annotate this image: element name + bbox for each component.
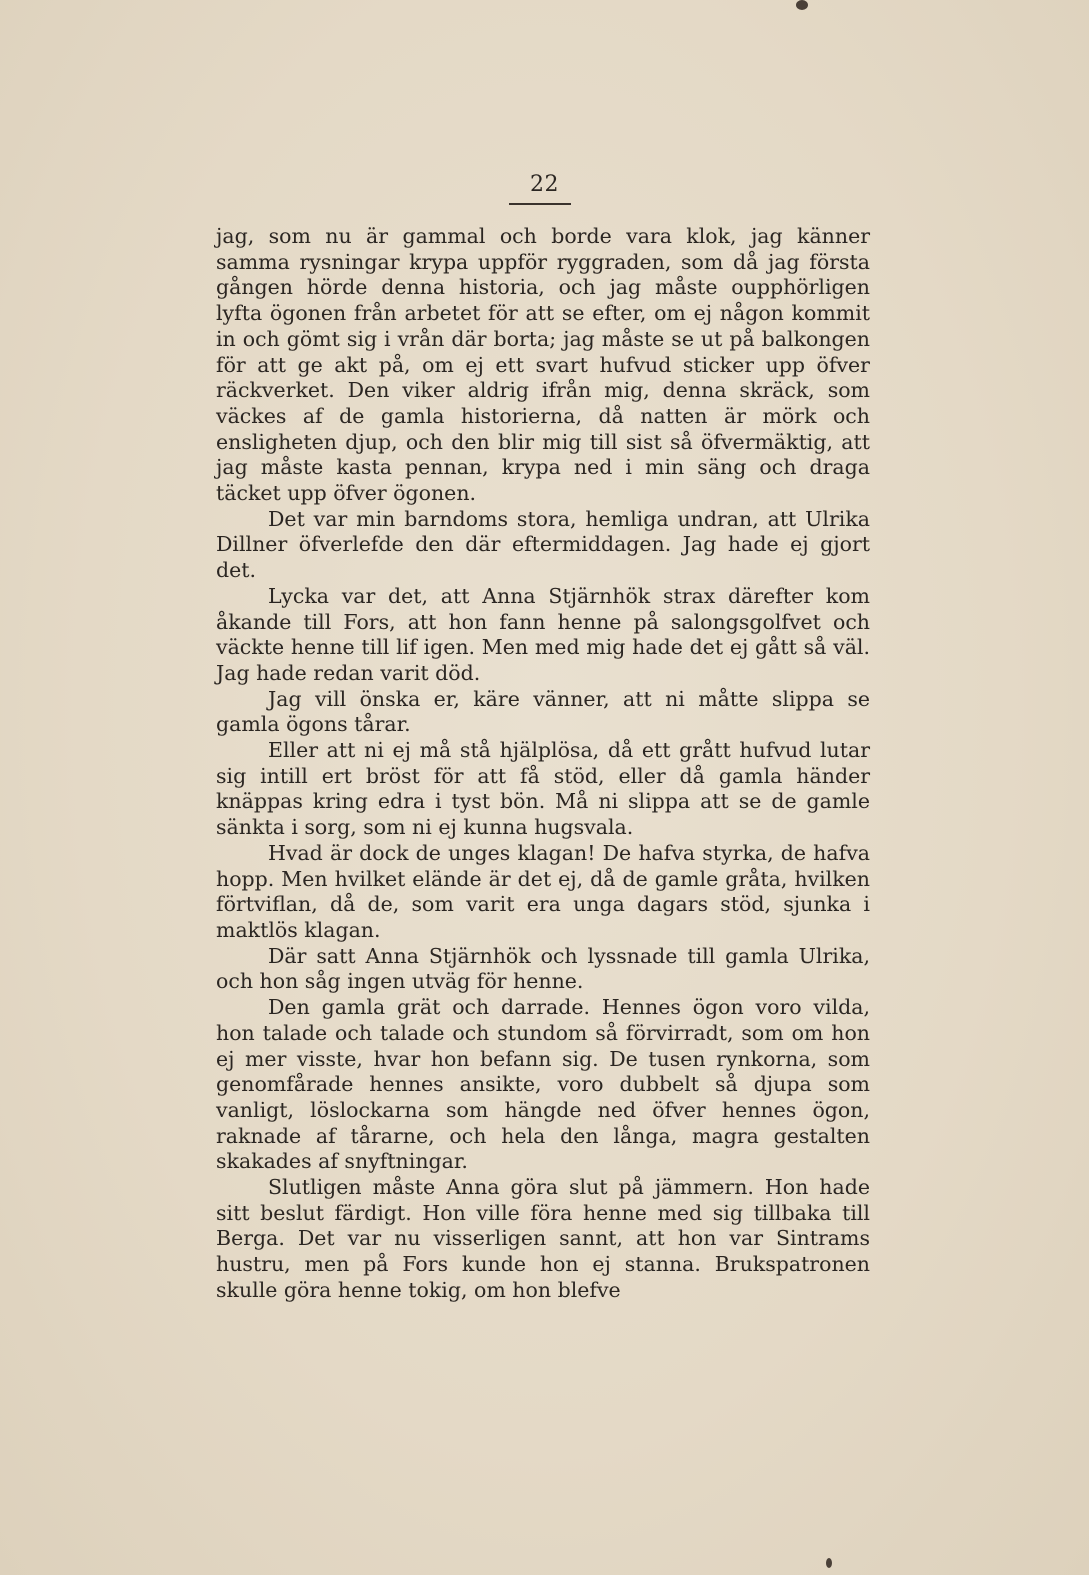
- paragraph: Det var min barndoms stora, hemliga undran, att Ulrika Dillner öfverlefde den där eftermiddagen. Jag hade ej gjort det.: [216, 506, 870, 583]
- paragraph: jag, som nu är gammal och borde vara klok, jag känner samma rysningar krypa uppför ryggraden, som då jag första gången hörde denna historia, och jag måste oupphörligen lyfta ögonen från arbetet för att se efter, om ej någon kommit in och gömt sig i vrån där borta; jag måste se ut på balkongen för att ge akt på, om ej ett svart hufvud sticker upp öfver räckverket. Den viker aldrig ifrån mig, denna skräck, som väckes af de gamla historierna, då natten är mörk och ensligheten djup, och den blir mig till sist så öfvermäktig, att jag måste kasta pennan, krypa ned i min säng och draga täcket upp öfver ögonen.: [216, 224, 870, 506]
- page-number-rule: [509, 203, 571, 205]
- ink-speck-top: [796, 0, 808, 10]
- paragraph: Slutligen måste Anna göra slut på jämmern. Hon hade sitt beslut färdigt. Hon ville föra henne med sig tillbaka till Berga. Det var nu visserligen sannt, att hon var Sintrams hustru, men på Fors kunde hon ej stanna. Brukspatronen skulle göra henne tokig, om hon blefve: [216, 1175, 870, 1302]
- paragraph: Hvad är dock de unges klagan! De hafva styrka, de hafva hopp. Men hvilket elände är det ej, då de gamle gråta, hvilken förtviflan, då de, som varit era unga dagars stöd, sjunka i maktlös klagan.: [216, 840, 870, 942]
- paragraph: Där satt Anna Stjärnhök och lyssnade till gamla Ulrika, och hon såg ingen utväg för henne.: [216, 943, 870, 994]
- paragraph: Eller att ni ej må stå hjälplösa, då ett grått hufvud lutar sig intill ert bröst för att få stöd, eller då gamla händer knäppas kring edra i tyst bön. Må ni slippa att se de gamle sänkta i sorg, som ni ej kunna hugsvala.: [216, 738, 870, 840]
- paragraph: Jag vill önska er, käre vänner, att ni måtte slippa se gamla ögons tårar.: [216, 686, 870, 737]
- page-number: 22: [530, 172, 559, 197]
- ink-speck-bottom: [826, 1558, 832, 1568]
- paragraph: Lycka var det, att Anna Stjärnhök strax därefter kom åkande till Fors, att hon fann henne på salongsgolfvet och väckte henne till lif igen. Men med mig hade det ej gått så väl. Jag hade redan varit död.: [216, 583, 870, 685]
- body-text: [216, 224, 870, 1304]
- paragraph: Den gamla grät och darrade. Hennes ögon voro vilda, hon talade och talade och stundom så förvirradt, som om hon ej mer visste, hvar hon befann sig. De tusen rynkorna, som genomfårade hennes ansikte, voro dubbelt så djupa som vanligt, löslockarna som hängde ned öfver hennes ögon, raknade af tårarne, och hela den långa, magra gestalten skakades af snyftningar.: [216, 995, 870, 1174]
